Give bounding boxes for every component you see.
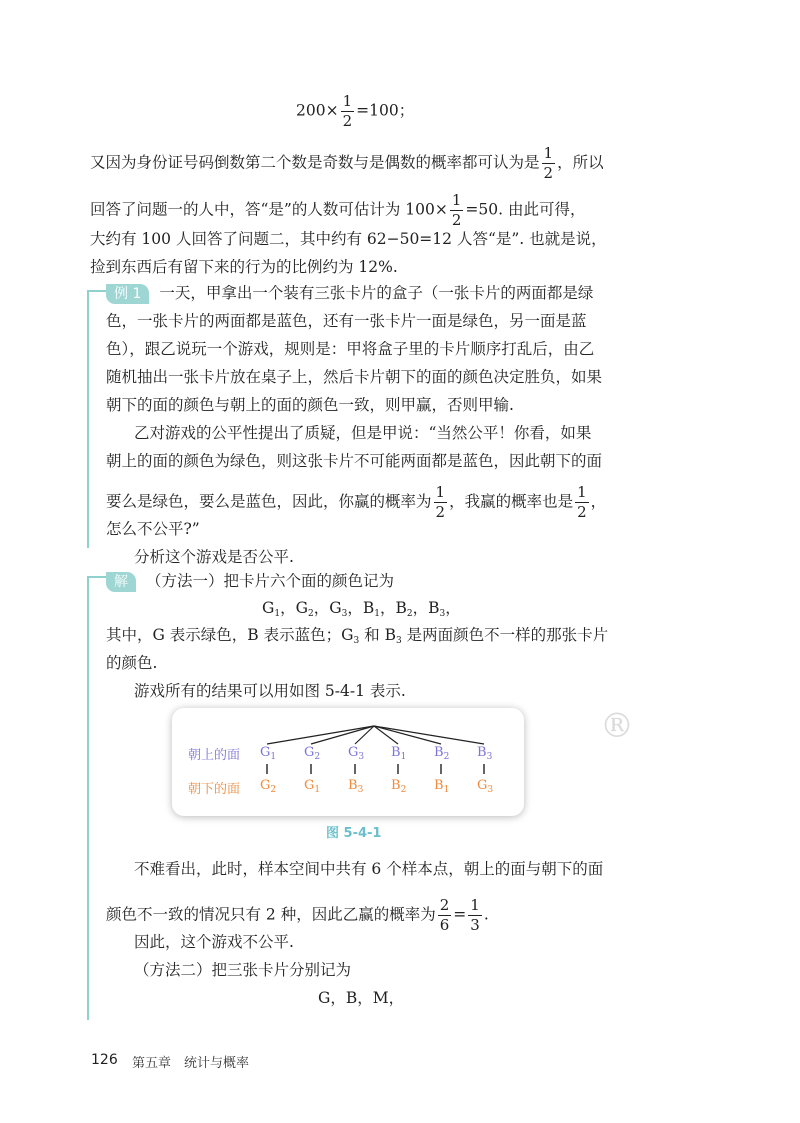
- text-line: 又因为身份证号码倒数第二个数是奇数与是偶数的概率都可认为是 $\frac{1}{2}$ ，所以: [90, 144, 604, 182]
- text-line: 解 （方法一）把卡片六个面的颜色记为: [106, 570, 394, 592]
- faces-list: $G_1$，$G_2$，$G_3$，$B_1$，$B_2$，$B_3$，: [262, 599, 461, 619]
- text-line: 因此，这个游戏不公平.: [134, 933, 294, 951]
- text-line: 色），跟乙说玩一个游戏，规则是：甲将盒子里的卡片顺序打乱后，由乙: [106, 340, 595, 358]
- up-face: $G_3$: [348, 745, 365, 762]
- page-number: 126: [91, 1052, 118, 1068]
- text-line: 分析这个游戏是否公平.: [134, 548, 294, 566]
- text-line: （方法二）把三张卡片分别记为: [134, 961, 352, 979]
- text-line: 大约有 100 人回答了问题二，其中约有 62−50=12 人答“是”. 也就是说，: [90, 230, 607, 248]
- example-tag: 例 1: [106, 284, 149, 304]
- figure-caption: 图 5-4-1: [326, 826, 382, 841]
- example-sideline: [87, 290, 89, 548]
- down-face: $B_1$: [434, 778, 450, 795]
- text-line: 不难看出，此时，样本空间中共有 6 个样本点，朝上的面与朝下的面: [134, 860, 604, 878]
- text-line: 色，一张卡片的两面都是蓝色，还有一张卡片一面是绿色，另一面是蓝: [106, 312, 587, 330]
- text-line: 的颜色.: [106, 654, 158, 672]
- solution-sideline: [87, 576, 89, 1020]
- up-face: $G_1$: [260, 745, 277, 762]
- solution-tag: 解: [106, 572, 136, 592]
- chapter-title: 第五章 统计与概率: [132, 1056, 250, 1071]
- text-line: 朝上的面的颜色为绿色，则这张卡片不可能两面都是蓝色，因此朝下的面: [106, 452, 603, 470]
- fraction: $\frac{1}{3}$: [470, 896, 480, 934]
- text-line: 其中，G 表示绿色，B 表示蓝色；$G_3$ 和 $B_3$ 是两面颜色不一样的那张卡片: [106, 626, 609, 646]
- text-line: 乙对游戏的公平性提出了质疑，但是甲说：“当然公平！你看，如果: [134, 424, 592, 442]
- up-face: $B_2$: [434, 745, 450, 762]
- fraction: $\frac{1}{2}$: [543, 144, 554, 182]
- text-line: 要么是绿色，要么是蓝色，因此，你赢的概率为 $\frac{1}{2}$ ，我赢的概率也是 $\frac{1}{2}$ ，: [106, 483, 607, 521]
- down-face: $B_3$: [348, 778, 364, 795]
- up-face: $B_3$: [477, 745, 493, 762]
- up-face: $G_2$: [304, 745, 321, 762]
- equation-line: 200× $\frac{1}{2}$ =100；: [296, 92, 415, 130]
- tree-figure: [172, 708, 524, 816]
- down-face: $G_3$: [477, 778, 494, 795]
- text-line: 捡到东西后有留下来的行为的比例约为 12%.: [90, 258, 398, 276]
- fraction: $\frac{1}{2}$: [342, 92, 353, 130]
- registered-mark-icon: ®: [600, 706, 634, 746]
- up-label: 朝上的面: [188, 748, 241, 763]
- fraction: $\frac{1}{2}$: [577, 483, 587, 521]
- text-line: 颜色不一致的情况只有 2 种，因此乙赢的概率为 $\frac{2}{6}$ = $\frac{1}{3}$ .: [106, 896, 489, 934]
- down-face: $G_2$: [260, 778, 277, 795]
- text-line: 回答了问题一的人中，答“是”的人数可估计为 100× $\frac{1}{2}$ =50. 由此可得，: [90, 191, 586, 229]
- text-line: 例 1 一天，甲拿出一个装有三张卡片的盒子（一张卡片的两面都是绿: [106, 282, 593, 304]
- text-line: 随机抽出一张卡片放在桌子上，然后卡片朝下的面的颜色决定胜负，如果: [106, 368, 603, 386]
- down-face: $B_2$: [391, 778, 407, 795]
- text-line: 朝下的面的颜色与朝上的面的颜色一致，则甲赢，否则甲输.: [106, 396, 514, 414]
- up-face: $B_1$: [391, 745, 407, 762]
- text-line: G，B，M，: [318, 989, 405, 1007]
- text-line: 怎么不公平?”: [106, 520, 200, 538]
- down-label: 朝下的面: [188, 782, 241, 797]
- fraction: $\frac{2}{6}$: [439, 896, 450, 934]
- fraction: $\frac{1}{2}$: [435, 483, 446, 521]
- fraction: $\frac{1}{2}$: [451, 191, 462, 229]
- down-face: $G_1$: [304, 778, 321, 795]
- text-line: 游戏所有的结果可以用如图 5-4-1 表示.: [134, 682, 406, 700]
